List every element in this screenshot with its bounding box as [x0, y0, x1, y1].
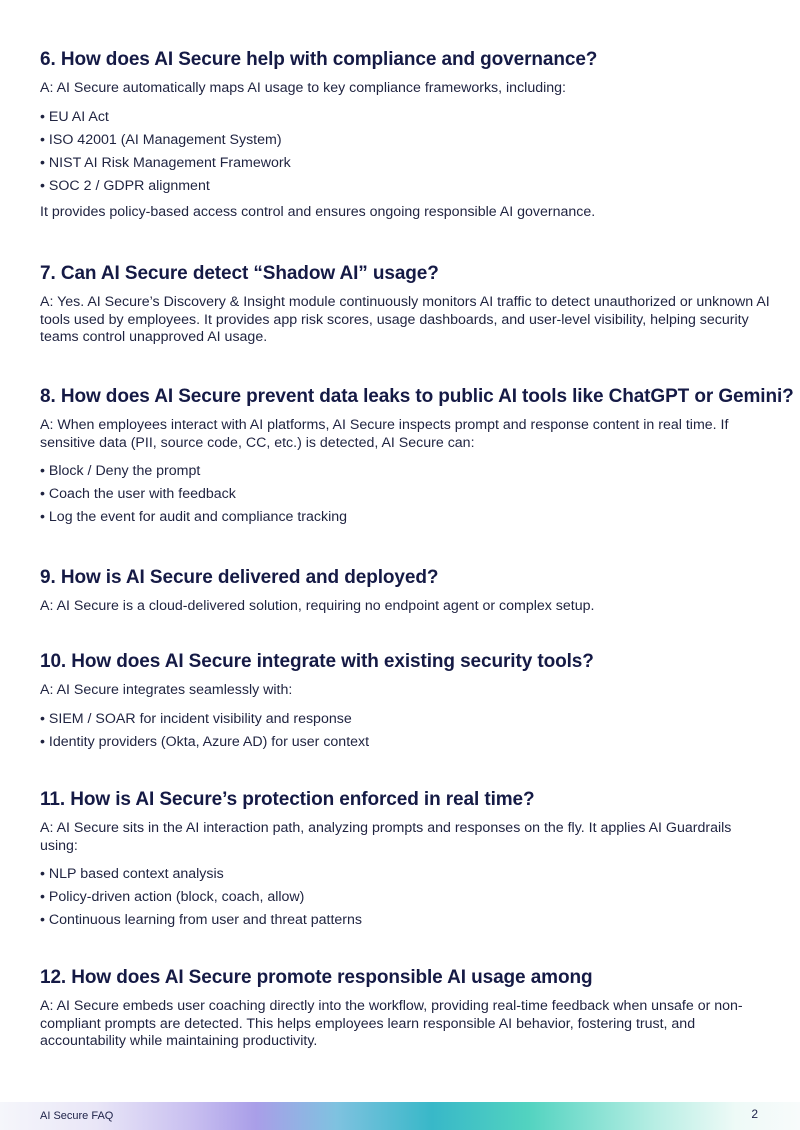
bullet-list [40, 106, 770, 198]
faq-answer: A: Yes. AI Secure’s Discovery & Insight module continuously monitors AI traffic to detect unauthorized or unknown AI tools used by employees. It provides app risk scores, usage dashboards, and user-level visibility, helping security teams control unapproved AI usage. [40, 294, 770, 345]
bullet-item: • Block / Deny the prompt [40, 460, 770, 483]
bullet-item: • NIST AI Risk Management Framework [40, 152, 770, 175]
faq-item-9 [40, 566, 770, 616]
faq-item-10 [40, 650, 770, 754]
page-number: 2 [751, 1107, 758, 1121]
faq-answer: A: AI Secure embeds user coaching directly into the workflow, providing real-time feedback when unsafe or non-compliant prompts are detected. This helps employees learn responsible AI behavior, fostering trust, and accountability while maintaining productivity. [40, 998, 743, 1049]
bullet-item: • Coach the user with feedback [40, 483, 770, 506]
faq-answer-closing: It provides policy-based access control and ensures ongoing responsible AI governance. [40, 203, 596, 220]
bullet-item: • Identity providers (Okta, Azure AD) for user context [40, 731, 770, 754]
faq-question: 12. How does AI Secure promote responsible AI usage among [40, 967, 593, 988]
bullet-item: • SOC 2 / GDPR alignment [40, 175, 770, 198]
faq-item-7 [40, 262, 770, 347]
bullet-item: • Policy-driven action (block, coach, allow) [40, 886, 770, 909]
bullet-item: • Log the event for audit and compliance tracking [40, 506, 770, 529]
faq-question: 8. How does AI Secure prevent data leaks to public AI tools like ChatGPT or Gemini? [40, 386, 794, 407]
bullet-item: • Continuous learning from user and threat patterns [40, 909, 770, 932]
bullet-item: • ISO 42001 (AI Management System) [40, 129, 770, 152]
faq-answer: A: AI Secure integrates seamlessly with: [40, 682, 293, 698]
faq-question: 7. Can AI Secure detect “Shadow AI” usage? [40, 263, 439, 284]
bullet-item: • SIEM / SOAR for incident visibility and response [40, 708, 770, 731]
bullet-list [40, 460, 770, 529]
faq-answer: A: AI Secure sits in the AI interaction path, analyzing prompts and responses on the fly. It applies AI Guardrails using: [40, 820, 732, 854]
faq-item-11 [40, 788, 770, 932]
faq-answer: A: AI Secure is a cloud-delivered solution, requiring no endpoint agent or complex setup. [40, 598, 595, 614]
faq-item-8 [40, 385, 794, 529]
faq-question: 6. How does AI Secure help with compliance and governance? [40, 49, 598, 70]
page-footer [0, 1102, 800, 1130]
faq-question: 9. How is AI Secure delivered and deployed? [40, 567, 439, 588]
faq-answer: A: AI Secure automatically maps AI usage to key compliance frameworks, including: [40, 80, 566, 96]
faq-item-6 [40, 48, 770, 221]
faq-answer: A: When employees interact with AI platforms, AI Secure inspects prompt and response content in real time. If sensitive data (PII, source code, CC, etc.) is detected, AI Secure can: [40, 417, 729, 451]
bullet-list [40, 863, 770, 932]
faq-question: 11. How is AI Secure’s protection enforced in real time? [40, 789, 535, 810]
faq-question: 10. How does AI Secure integrate with existing security tools? [40, 651, 594, 672]
bullet-item: • EU AI Act [40, 106, 770, 129]
bullet-item: • NLP based context analysis [40, 863, 770, 886]
footer-document-title: AI Secure FAQ [40, 1110, 114, 1122]
faq-item-12 [40, 966, 770, 1051]
bullet-list [40, 708, 770, 754]
